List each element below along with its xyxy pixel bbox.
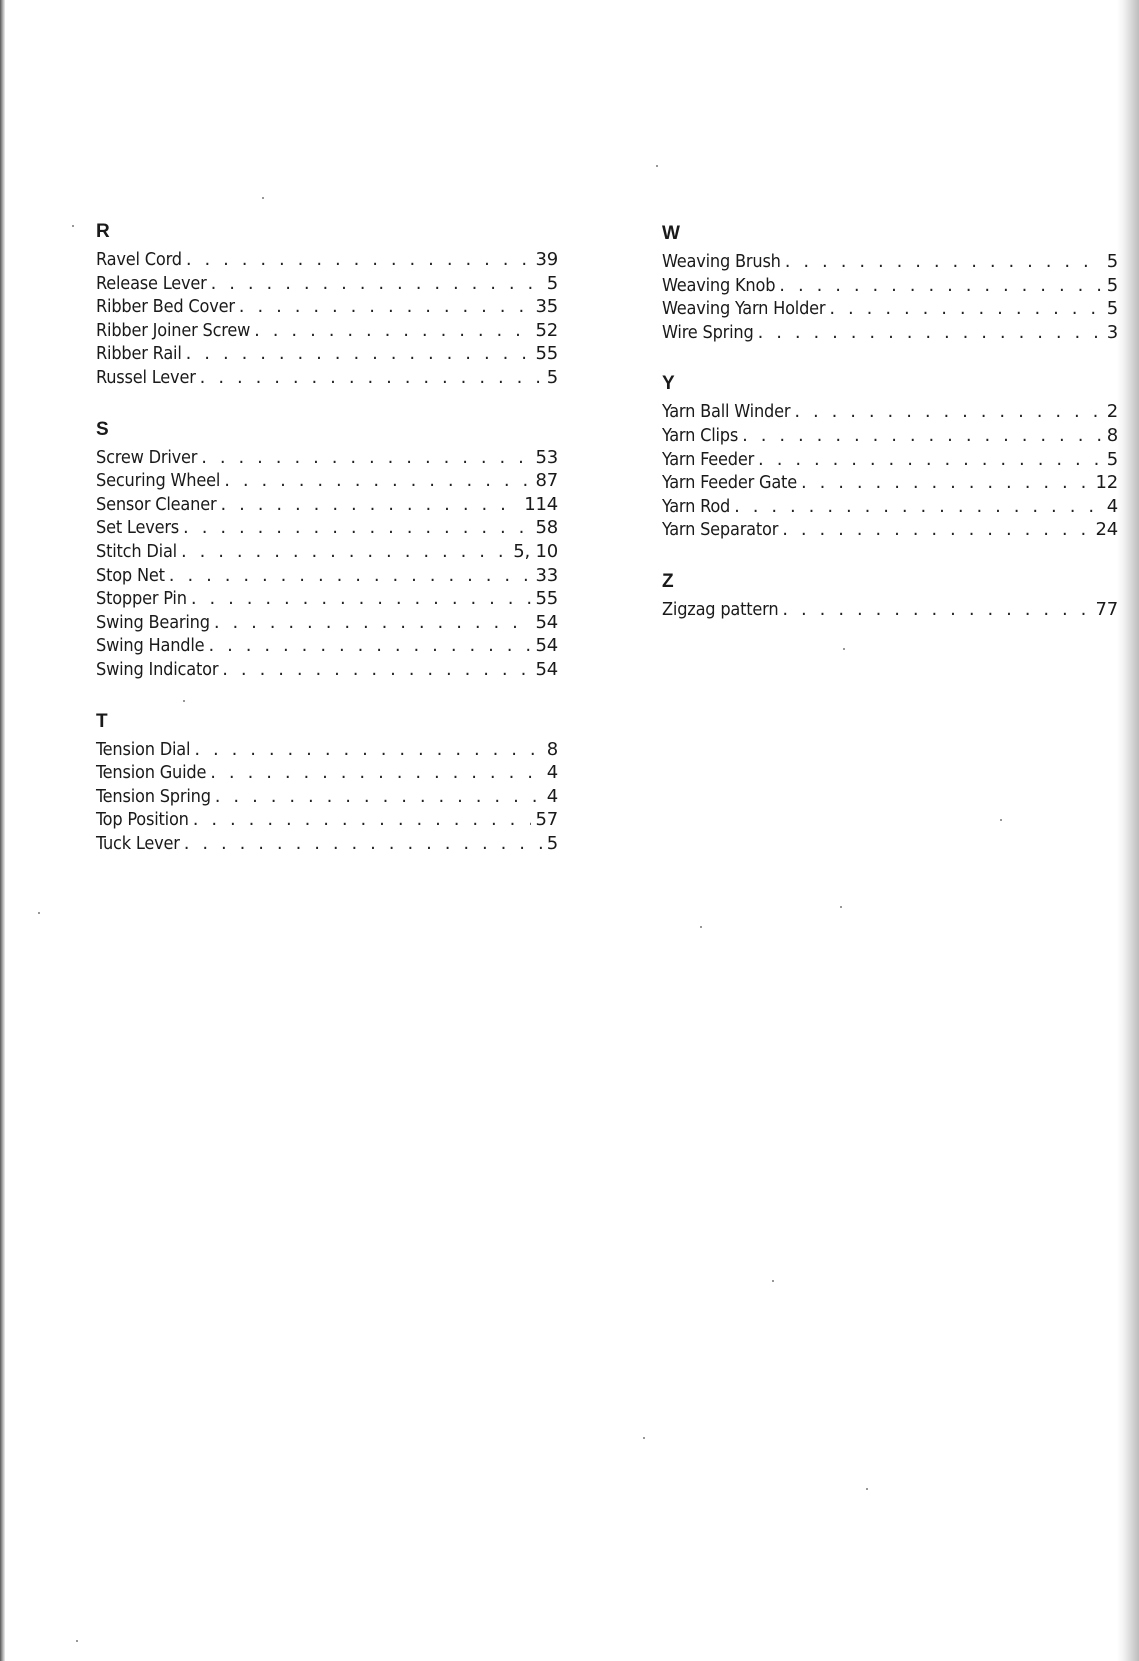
- index-entry: [662, 424, 1118, 448]
- index-entry: [662, 448, 1118, 472]
- entry-page: 58: [535, 517, 558, 539]
- entry-term: Ravel Cord: [96, 249, 182, 270]
- dot-leader: [194, 738, 542, 762]
- index-left-column: [96, 218, 558, 881]
- entry-term: Weaving Yarn Holder: [662, 298, 826, 320]
- entry-page: 53: [535, 446, 558, 468]
- index-entry: [96, 808, 558, 832]
- entry-page: 5, 10: [513, 540, 558, 562]
- index-entry: [662, 297, 1118, 321]
- entry-term: Swing Bearing: [96, 611, 210, 633]
- index-entry: [96, 342, 558, 366]
- dot-leader: [201, 446, 531, 470]
- dot-leader: [211, 272, 543, 296]
- entry-page: 77: [1095, 598, 1118, 620]
- dot-leader: [222, 658, 531, 682]
- dot-leader: [191, 587, 532, 611]
- entry-page: 8: [1106, 424, 1118, 446]
- index-entry: [96, 658, 558, 682]
- entry-page: 5: [546, 366, 558, 388]
- entry-page: 5: [546, 832, 558, 854]
- entry-term: Ribber Rail: [96, 343, 182, 365]
- index-entry: [96, 295, 558, 319]
- entry-term: Top Position: [96, 809, 189, 831]
- entry-term: Russel Lever: [96, 366, 196, 388]
- scan-speck: [656, 165, 658, 167]
- entry-term: Weaving Brush: [662, 251, 781, 272]
- index-entry: [96, 493, 558, 517]
- entry-term: Ribber Joiner Screw: [96, 319, 251, 341]
- entry-page: 5: [1106, 251, 1118, 272]
- index-section-r: [96, 218, 558, 390]
- entry-page: 55: [535, 588, 558, 610]
- index-section-t: [96, 708, 558, 856]
- scan-speck: [76, 1640, 78, 1642]
- dot-leader: [183, 516, 531, 540]
- index-entry: [96, 832, 558, 856]
- dot-leader: [181, 540, 509, 564]
- dot-leader: [782, 598, 1091, 622]
- entry-page: 54: [535, 658, 558, 680]
- scan-speck: [843, 648, 845, 650]
- entry-page: 5: [1106, 274, 1118, 296]
- scan-speck: [38, 912, 40, 914]
- entry-term: Set Levers: [96, 517, 180, 539]
- dot-leader: [779, 274, 1102, 298]
- entry-term: Screw Driver: [96, 446, 198, 468]
- section-letter: Y: [662, 373, 675, 395]
- scan-speck: [840, 906, 842, 908]
- dot-leader: [184, 832, 543, 856]
- index-entry: [96, 446, 558, 470]
- index-entry: [96, 634, 558, 658]
- entry-term: Yarn Feeder Gate: [662, 472, 797, 494]
- dot-leader: [782, 518, 1091, 542]
- index-entry: [96, 785, 558, 809]
- section-letter: W: [662, 223, 680, 244]
- entry-page: 52: [535, 319, 558, 341]
- dot-leader: [208, 634, 531, 658]
- dot-leader: [758, 321, 1103, 345]
- index-entry: [96, 272, 558, 296]
- entry-term: Yarn Rod: [662, 495, 731, 517]
- section-letter: R: [96, 221, 110, 242]
- entry-term: Weaving Knob: [662, 274, 776, 296]
- entry-page: 39: [535, 249, 558, 270]
- scan-speck: [72, 225, 74, 227]
- entry-term: Tuck Lever: [96, 832, 180, 854]
- entry-page: 87: [535, 470, 558, 492]
- dot-leader: [169, 564, 532, 588]
- index-entry: [96, 738, 558, 762]
- entry-page: 35: [535, 296, 558, 318]
- index-section-w: [662, 220, 1118, 344]
- index-section-z: [662, 568, 1118, 622]
- index-entry: [662, 495, 1118, 519]
- index-entry: [96, 248, 558, 272]
- dot-leader: [220, 493, 520, 517]
- entry-term: Yarn Clips: [662, 424, 739, 446]
- entry-page: 4: [1106, 495, 1118, 517]
- entry-page: 8: [546, 738, 558, 760]
- entry-term: Stitch Dial: [96, 540, 177, 562]
- entry-term: Wire Spring: [662, 321, 754, 343]
- dot-leader: [193, 808, 532, 832]
- scan-speck: [772, 1280, 774, 1282]
- entry-page: 24: [1095, 519, 1118, 541]
- entry-term: Stop Net: [96, 564, 165, 586]
- section-letter: T: [96, 710, 108, 732]
- entry-term: Release Lever: [96, 272, 207, 294]
- entry-page: 55: [535, 343, 558, 365]
- entry-page: 4: [546, 762, 558, 784]
- dot-leader: [801, 471, 1092, 495]
- index-section-s: [96, 416, 558, 682]
- index-entry: [96, 611, 558, 635]
- dot-leader: [186, 342, 532, 366]
- entry-term: Zigzag pattern: [662, 598, 779, 620]
- index-entry: [662, 274, 1118, 298]
- scan-speck: [183, 700, 185, 702]
- entry-term: Yarn Separator: [662, 519, 779, 541]
- index-entry: [96, 540, 558, 564]
- dot-leader: [829, 297, 1102, 321]
- dot-leader: [758, 448, 1103, 472]
- section-letter: Z: [662, 570, 674, 592]
- index-right-column: [662, 220, 1118, 648]
- dot-leader: [254, 319, 531, 343]
- entry-page: 5: [546, 272, 558, 294]
- dot-leader: [239, 295, 532, 319]
- index-entry: [662, 321, 1118, 345]
- index-entry: [96, 366, 558, 390]
- dot-leader: [215, 785, 543, 809]
- entry-term: Swing Handle: [96, 635, 205, 657]
- entry-term: Yarn Ball Winder: [662, 401, 791, 423]
- index-section-y: [662, 370, 1118, 542]
- entry-term: Tension Spring: [96, 785, 211, 807]
- entry-page: 33: [535, 564, 558, 586]
- entry-page: 114: [524, 493, 558, 515]
- section-letter: S: [96, 418, 109, 440]
- entry-term: Tension Guide: [96, 762, 207, 784]
- dot-leader: [742, 424, 1103, 448]
- entry-page: 2: [1106, 401, 1118, 423]
- dot-leader: [794, 400, 1102, 424]
- dot-leader: [785, 250, 1103, 274]
- scan-right-edge: [1117, 0, 1139, 1661]
- dot-leader: [734, 495, 1103, 519]
- index-entry: [96, 587, 558, 611]
- dot-leader: [200, 366, 543, 390]
- scan-speck: [700, 926, 702, 928]
- entry-page: 54: [535, 611, 558, 633]
- scan-speck: [866, 1488, 868, 1490]
- entry-page: 12: [1095, 472, 1118, 494]
- dot-leader: [210, 761, 542, 785]
- scan-speck: [1000, 819, 1002, 821]
- index-entry: [662, 250, 1118, 274]
- index-entry: [96, 469, 558, 493]
- entry-term: Securing Wheel: [96, 470, 221, 492]
- scan-speck: [262, 197, 264, 199]
- entry-term: Stopper Pin: [96, 588, 187, 610]
- dot-leader: [224, 469, 531, 493]
- entry-page: 57: [535, 809, 558, 831]
- dot-leader: [214, 611, 532, 635]
- dot-leader: [186, 248, 532, 272]
- entry-page: 4: [546, 785, 558, 807]
- index-entry: [96, 564, 558, 588]
- index-entry: [662, 518, 1118, 542]
- entry-term: Sensor Cleaner: [96, 493, 217, 515]
- entry-term: Yarn Feeder: [662, 448, 755, 470]
- index-entry: [96, 516, 558, 540]
- index-entry: [96, 319, 558, 343]
- index-entry: [662, 471, 1118, 495]
- entry-page: 5: [1106, 448, 1118, 470]
- index-entry: [662, 400, 1118, 424]
- entry-term: Tension Dial: [96, 738, 191, 760]
- index-entry: [96, 761, 558, 785]
- entry-page: 5: [1106, 298, 1118, 320]
- scan-speck: [643, 1437, 645, 1439]
- entry-page: 3: [1106, 321, 1118, 343]
- entry-term: Swing Indicator: [96, 658, 219, 680]
- scan-left-edge: [0, 0, 5, 1661]
- entry-page: 54: [535, 635, 558, 657]
- entry-term: Ribber Bed Cover: [96, 296, 235, 318]
- index-entry: [662, 598, 1118, 622]
